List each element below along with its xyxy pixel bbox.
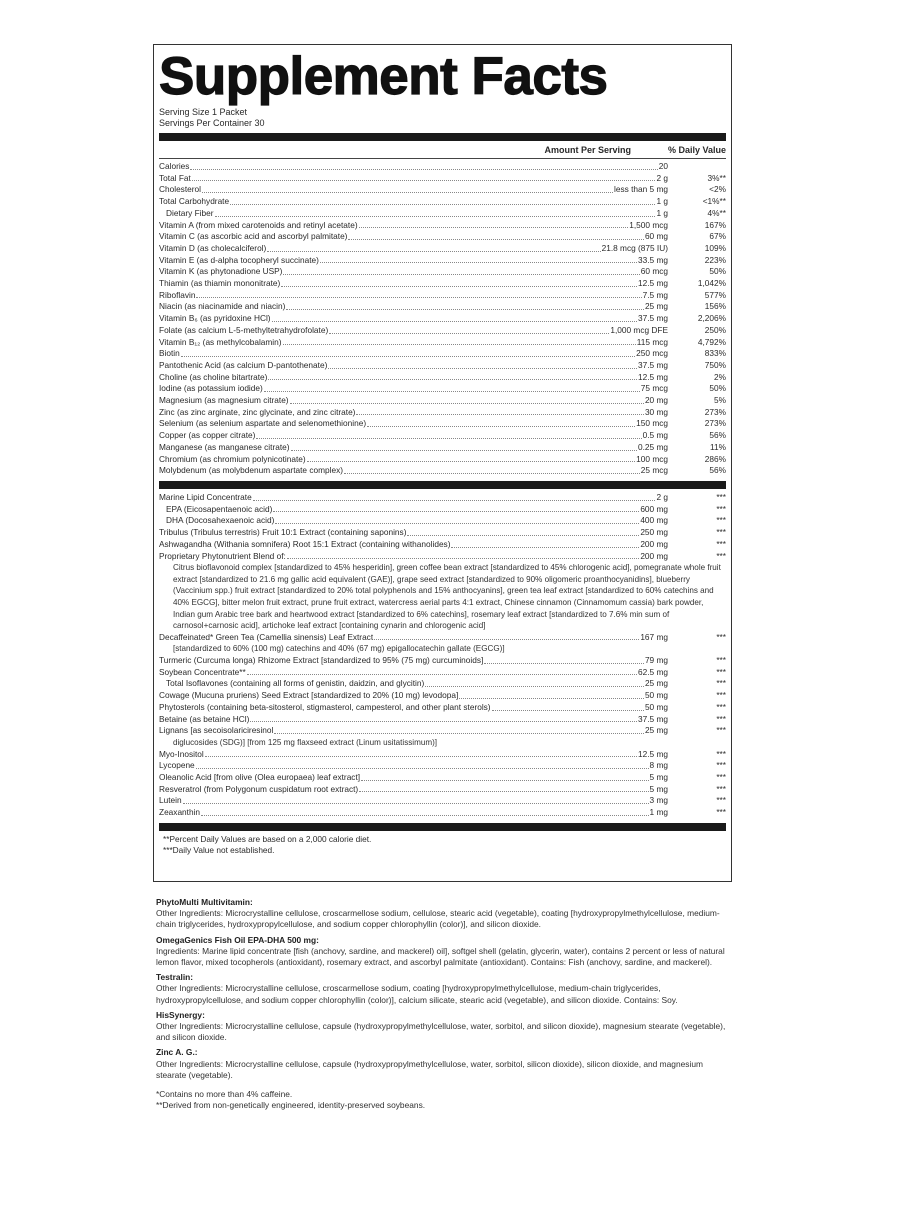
row-daily-value: 1,042% bbox=[697, 278, 726, 289]
row-name: Niacin (as niacinamide and niacin) bbox=[159, 301, 286, 312]
leader-dots bbox=[291, 442, 637, 451]
row-amount: 2 g bbox=[656, 491, 668, 502]
facts-row bbox=[159, 784, 726, 796]
row-daily-value: *** bbox=[716, 538, 726, 549]
facts-row bbox=[159, 655, 726, 667]
leader-dots bbox=[290, 395, 644, 404]
row-amount: 37.5 mg bbox=[638, 313, 668, 324]
leader-dots bbox=[344, 465, 640, 474]
leader-dots bbox=[281, 278, 637, 287]
row-amount: 100 mcg bbox=[636, 453, 668, 464]
row-name: Vitamin K (as phytonadione USP) bbox=[159, 266, 283, 277]
leader-dots bbox=[181, 348, 635, 357]
ingredient-heading: HisSynergy: bbox=[156, 1009, 205, 1020]
row-daily-value bbox=[668, 161, 726, 173]
leader-dots bbox=[215, 208, 656, 217]
row-amount: 1 g bbox=[656, 196, 668, 207]
row-daily-value: *** bbox=[716, 713, 726, 724]
leader-dots bbox=[286, 301, 644, 310]
row-amount: 37.5 mg bbox=[638, 359, 668, 370]
ingredient-list-b bbox=[159, 632, 726, 644]
row-name: Betaine (as betaine HCl) bbox=[159, 713, 250, 724]
row-amount: 20 bbox=[658, 161, 668, 171]
facts-row bbox=[159, 266, 726, 278]
row-daily-value: *** bbox=[716, 515, 726, 526]
row-name: Phytosterols (containing beta-sitosterol, stigmasterol, campesterol, and other plant sterols) bbox=[159, 701, 491, 712]
leader-dots bbox=[348, 231, 643, 240]
leader-dots bbox=[201, 807, 648, 816]
leader-dots bbox=[283, 266, 639, 275]
ingredient-list-a bbox=[159, 492, 726, 562]
leader-dots bbox=[196, 290, 641, 299]
leader-dots bbox=[459, 690, 644, 699]
facts-row bbox=[159, 243, 726, 255]
row-daily-value: 750% bbox=[704, 359, 726, 370]
facts-row bbox=[159, 632, 726, 644]
row-name: EPA (Eicosapentaenoic acid) bbox=[166, 503, 273, 514]
facts-row bbox=[159, 383, 726, 395]
row-name: Vitamin D (as cholecalciferol) bbox=[159, 242, 267, 253]
facts-row bbox=[159, 772, 726, 784]
facts-row bbox=[159, 208, 726, 220]
row-amount: 600 mg bbox=[640, 503, 668, 514]
facts-row bbox=[159, 173, 726, 185]
facts-row bbox=[159, 220, 726, 232]
row-daily-value: 3%** bbox=[707, 172, 726, 183]
facts-row bbox=[159, 430, 726, 442]
facts-row bbox=[159, 725, 726, 737]
ingredient-text: Other Ingredients: Microcrystalline cellulose, capsule (hydroxypropylmethylcellulose, water, sorbitol, silicon dioxide), silicon dioxide, and magnesium stearate (vegetable). bbox=[156, 1058, 703, 1080]
row-amount: 21.8 mcg (875 IU) bbox=[601, 242, 668, 253]
row-daily-value: 50% bbox=[709, 266, 726, 277]
row-daily-value: 11% bbox=[710, 441, 726, 452]
facts-row bbox=[159, 418, 726, 430]
row-amount: 3 mg bbox=[649, 795, 668, 806]
column-headers bbox=[159, 144, 726, 156]
row-daily-value: *** bbox=[716, 795, 726, 806]
facts-row bbox=[159, 807, 726, 819]
row-daily-value: 50% bbox=[709, 383, 726, 394]
row-name: Lignans [as secoisolariciresinol bbox=[159, 725, 274, 736]
row-amount: 0.5 mg bbox=[642, 430, 668, 441]
row-name: Vitamin E (as d-alpha tocopheryl succinate) bbox=[159, 254, 319, 265]
row-daily-value: *** bbox=[716, 701, 726, 712]
row-amount: 115 mcg bbox=[636, 336, 668, 347]
row-daily-value: 286% bbox=[704, 453, 726, 464]
leader-dots bbox=[202, 184, 613, 193]
row-amount: 50 mg bbox=[644, 701, 668, 712]
row-daily-value: *** bbox=[716, 527, 726, 538]
soy-note: **Derived from non-genetically engineered, identity-preserved soybeans. bbox=[156, 1100, 426, 1111]
facts-row bbox=[159, 527, 726, 539]
panel-title: Supplement Facts bbox=[159, 47, 608, 106]
leader-dots bbox=[273, 504, 639, 513]
row-amount: 150 mcg bbox=[636, 418, 668, 429]
facts-row bbox=[159, 184, 726, 196]
row-daily-value: *** bbox=[716, 771, 726, 782]
leader-dots bbox=[230, 196, 655, 205]
row-daily-value: *** bbox=[716, 760, 726, 771]
row-amount: 60 mcg bbox=[640, 266, 668, 277]
row-daily-value: *** bbox=[716, 503, 726, 514]
row-daily-value: 56% bbox=[709, 430, 726, 441]
row-name: Resveratrol (from Polygonum cuspidatum root extract) bbox=[159, 783, 359, 794]
ingredient-text: Other Ingredients: Microcrystalline cellulose, croscarmellose sodium, coating [hydroxypropylmethylcellulose, medium-chain triglycerides, hydroxypropylcellulose, and sodium copper chlorophyllin (color)], calcium silicate, stearic acid (vegetable), and silicon dioxide. Contains: Soy. bbox=[156, 983, 678, 1005]
row-daily-value: 273% bbox=[704, 418, 726, 429]
row-daily-value: *** bbox=[716, 725, 726, 736]
row-name: Proprietary Phytonutrient Blend of: bbox=[159, 550, 286, 561]
facts-row bbox=[159, 714, 726, 726]
facts-row bbox=[159, 492, 726, 504]
facts-row bbox=[159, 515, 726, 527]
leader-dots bbox=[287, 551, 639, 560]
row-name: Lycopene bbox=[159, 760, 195, 771]
ingredient-heading: Zinc A. G.: bbox=[156, 1047, 198, 1058]
row-amount: 250 mg bbox=[640, 527, 668, 538]
facts-row bbox=[159, 551, 726, 563]
row-name: Vitamin B₆ (as pyridoxine HCl) bbox=[159, 313, 271, 324]
facts-row bbox=[159, 348, 726, 360]
facts-row bbox=[159, 395, 726, 407]
ingredient-heading: Testralin: bbox=[156, 972, 194, 983]
facts-row bbox=[159, 760, 726, 772]
servings-per-container: Servings Per Container 30 bbox=[159, 118, 265, 128]
serving-size: Serving Size 1 Packet bbox=[159, 107, 248, 117]
row-name: Riboflavin bbox=[159, 289, 196, 300]
row-daily-value: 109% bbox=[704, 242, 726, 253]
leader-dots bbox=[268, 372, 637, 381]
lignan-description: diglucosides (SDG)] [from 125 mg flaxseed extract (Linum usitatissimum)] bbox=[173, 737, 438, 747]
facts-row bbox=[159, 231, 726, 243]
row-name: Magnesium (as magnesium citrate) bbox=[159, 395, 289, 406]
facts-row bbox=[159, 465, 726, 477]
leader-dots bbox=[484, 655, 644, 664]
row-name: Molybdenum (as molybdenum aspartate complex) bbox=[159, 465, 343, 476]
row-name: Zinc (as zinc arginate, zinc glycinate, and zinc citrate) bbox=[159, 406, 356, 417]
row-daily-value: *** bbox=[716, 550, 726, 561]
facts-row bbox=[159, 301, 726, 313]
footnote-dv: **Percent Daily Values are based on a 2,000 calorie diet. bbox=[163, 833, 372, 844]
facts-row bbox=[159, 749, 726, 761]
leader-dots bbox=[205, 749, 637, 758]
ingredient-heading: PhytoMulti Multivitamin: bbox=[156, 897, 253, 907]
row-amount: 7.5 mg bbox=[642, 289, 668, 300]
blend-description: Citrus bioflavonoid complex [standardized to 45% hesperidin], green coffee bean extract [standardized to 45% chlorogenic acid], pomegranate whole fruit extract [standardized to 21.6 mg gallic acid equivalent (GAE)], grape seed extract [standardized to 90% oligomeric proanthocyanidins], blueberry (Vaccinium spp.) fruit extract [standardized to 20% total polyphenols and 15% anthocyanins], green tea leaf extract [standardized to 60% catechins and 40% EGCG], bitter melon fruit extract, prune fruit extract, watercress aerial parts 4:1 extract, Chinese cinnamon (Cinnamomum cassia) bark powder, Indian gum Arabic tree bark and heartwood extract [standardized to 6% catechins], rosemary leaf extract [standardized to 7.6% min sum of carnosol+carnosic acid], artichoke leaf extract [containing cynarin and chlorogenic acid] bbox=[173, 563, 721, 631]
row-daily-value: 833% bbox=[704, 348, 726, 359]
row-amount: 400 mg bbox=[640, 515, 668, 526]
leader-dots bbox=[356, 407, 643, 416]
ingredient-heading: OmegaGenics Fish Oil EPA-DHA 500 mg: bbox=[156, 934, 319, 945]
row-name: Tribulus (Tribulus terrestris) Fruit 10:1 Extract (containing saponins) bbox=[159, 527, 407, 538]
row-name: Cholesterol bbox=[159, 184, 201, 195]
row-amount: 12.5 mg bbox=[638, 371, 668, 382]
row-name: Biotin bbox=[159, 348, 180, 359]
row-name: Myo-Inositol bbox=[159, 748, 204, 759]
row-amount: 75 mcg bbox=[640, 383, 668, 394]
row-name: Lutein bbox=[159, 795, 182, 806]
leader-dots bbox=[275, 515, 639, 524]
leader-dots bbox=[328, 360, 637, 369]
row-name: Total Fat bbox=[159, 172, 191, 183]
facts-row bbox=[159, 337, 726, 349]
leader-dots bbox=[272, 313, 637, 322]
ingredient-text: Other Ingredients: Microcrystalline cellulose, croscarmellose sodium, cellulose, stearic acid (vegetable), coating [hydroxypropylmethylcellulose, medium-chain triglycerides, hydroxypropylcellulose, and sodium copper chlorophyllin (color)], and silicon dioxide. bbox=[156, 908, 720, 930]
row-name: Ashwagandha (Withania somnifera) Root 15:1 Extract (containing withanolides) bbox=[159, 538, 451, 549]
row-amount: 25 mg bbox=[644, 301, 668, 312]
row-name: Cowage (Mucuna pruriens) Seed Extract [standardized to 20% (10 mg) levodopa] bbox=[159, 690, 459, 701]
row-daily-value: 250% bbox=[704, 324, 726, 335]
row-daily-value: *** bbox=[716, 655, 726, 666]
facts-row bbox=[159, 196, 726, 208]
leader-dots bbox=[183, 795, 649, 804]
leader-dots bbox=[256, 430, 641, 439]
row-amount: 33.5 mg bbox=[638, 254, 668, 265]
leader-dots bbox=[367, 418, 635, 427]
row-amount: 37.5 mg bbox=[638, 713, 668, 724]
row-amount: 5 mg bbox=[649, 783, 668, 794]
facts-row bbox=[159, 360, 726, 372]
leader-dots bbox=[192, 173, 656, 182]
amount-header: Amount Per Serving bbox=[544, 145, 631, 155]
row-name: Choline (as choline bitartrate) bbox=[159, 371, 268, 382]
row-daily-value: <1%** bbox=[702, 196, 726, 207]
leader-dots bbox=[407, 527, 639, 536]
facts-row bbox=[159, 313, 726, 325]
leader-dots bbox=[374, 632, 639, 641]
row-name: Turmeric (Curcuma longa) Rhizome Extract [standardized to 95% (75 mg) curcuminoids] bbox=[159, 655, 484, 666]
row-name: Folate (as calcium L-5-methyltetrahydrofolate) bbox=[159, 324, 329, 335]
row-name: Pantothenic Acid (as calcium D-pantothenate) bbox=[159, 359, 328, 370]
row-daily-value: *** bbox=[716, 491, 726, 502]
facts-row bbox=[159, 504, 726, 516]
footnote-not-established: ***Daily Value not established. bbox=[163, 845, 275, 856]
leader-dots bbox=[359, 784, 648, 793]
row-daily-value: 2% bbox=[714, 371, 726, 382]
row-amount: 25 mg bbox=[644, 678, 668, 689]
leader-dots bbox=[253, 492, 656, 501]
row-name: Decaffeinated* Green Tea (Camellia sinensis) Leaf Extract bbox=[159, 631, 374, 642]
row-name: Thiamin (as thiamin mononitrate) bbox=[159, 278, 281, 289]
other-ingredients-section bbox=[156, 893, 731, 1111]
row-name: Dietary Fiber bbox=[166, 207, 214, 218]
row-name: DHA (Docosahexaenoic acid) bbox=[166, 515, 275, 526]
facts-row bbox=[159, 290, 726, 302]
row-amount: 200 mg bbox=[640, 538, 668, 549]
row-daily-value: 4%** bbox=[707, 207, 726, 218]
row-amount: 62.5 mg bbox=[638, 666, 668, 677]
row-daily-value: 223% bbox=[704, 254, 726, 265]
facts-row bbox=[159, 702, 726, 714]
row-amount: 200 mg bbox=[640, 550, 668, 561]
facts-row bbox=[159, 678, 726, 690]
row-daily-value: 5% bbox=[714, 395, 726, 406]
leader-dots bbox=[320, 255, 637, 264]
row-amount: 1 mg bbox=[649, 807, 668, 818]
row-daily-value: *** bbox=[716, 678, 726, 689]
row-name: Chromium (as chromium polynicotinate) bbox=[159, 453, 306, 464]
leader-dots bbox=[250, 714, 637, 723]
row-amount: less than 5 mg bbox=[614, 184, 668, 195]
thick-divider bbox=[159, 823, 726, 831]
leader-dots bbox=[359, 220, 629, 229]
row-name: Marine Lipid Concentrate bbox=[159, 491, 252, 502]
facts-row bbox=[159, 442, 726, 454]
row-daily-value: *** bbox=[716, 807, 726, 818]
row-name: Vitamin C (as ascorbic acid and ascorbyl palmitate) bbox=[159, 231, 348, 242]
leader-dots bbox=[425, 678, 644, 687]
row-daily-value: 4,792% bbox=[697, 336, 726, 347]
row-amount: 2 g bbox=[656, 172, 668, 183]
row-amount: 60 mg bbox=[644, 231, 668, 242]
supplement-facts-panel bbox=[153, 44, 732, 882]
row-amount: 20 mg bbox=[644, 395, 668, 406]
ingredient-list-c bbox=[159, 655, 726, 737]
row-amount: 79 mg bbox=[644, 655, 668, 666]
leader-dots bbox=[247, 667, 637, 676]
leader-dots bbox=[267, 243, 600, 252]
ingredient-text: Ingredients: Marine lipid concentrate [fish (anchovy, sardine, and mackerel) oil], softgel shell (gelatin, glycerin, water), contains 2 percent or less of natural lemon flavor, mixed tocopherols (antioxidant), rosemary extract, and ascorbyl palmitate (antioxidant). Contains: Fish (anchovy, sardine, and mackerel). bbox=[156, 945, 725, 968]
row-amount: 30 mg bbox=[644, 406, 668, 417]
leader-dots bbox=[361, 772, 648, 781]
row-daily-value: *** bbox=[716, 631, 726, 642]
ingredient-groups bbox=[156, 897, 731, 1081]
row-amount: 1 g bbox=[656, 207, 668, 218]
facts-row bbox=[159, 161, 726, 173]
row-name: Vitamin B₁₂ (as methylcobalamin) bbox=[159, 336, 282, 347]
leader-dots bbox=[329, 325, 609, 334]
row-name: Calories bbox=[159, 161, 190, 171]
row-amount: 8 mg bbox=[649, 760, 668, 771]
dv-header: % Daily Value bbox=[667, 145, 726, 155]
facts-row bbox=[159, 372, 726, 384]
row-amount: 25 mg bbox=[644, 725, 668, 736]
row-daily-value: 577% bbox=[704, 289, 726, 300]
leader-dots bbox=[190, 161, 657, 170]
row-name: Selenium (as selenium aspartate and selenomethionine) bbox=[159, 418, 367, 429]
row-daily-value: *** bbox=[716, 690, 726, 701]
leader-dots bbox=[307, 454, 636, 463]
ingredient-list-d bbox=[159, 749, 726, 819]
leader-dots bbox=[451, 539, 639, 548]
row-name: Soybean Concentrate** bbox=[159, 666, 246, 677]
row-daily-value: *** bbox=[716, 748, 726, 759]
leader-dots bbox=[196, 760, 649, 769]
row-amount: 250 mcg bbox=[636, 348, 668, 359]
row-amount: 25 mcg bbox=[640, 465, 668, 476]
row-daily-value: 156% bbox=[704, 301, 726, 312]
row-daily-value: 2,206% bbox=[697, 313, 726, 324]
row-amount: 12.5 mg bbox=[638, 748, 668, 759]
facts-row bbox=[159, 667, 726, 679]
leader-dots bbox=[283, 337, 636, 346]
row-name: Zeaxanthin bbox=[159, 807, 201, 818]
row-amount: 1,000 mcg DFE bbox=[610, 324, 668, 335]
ingredient-text: Other Ingredients: Microcrystalline cellulose, capsule (hydroxypropylmethylcellulose, water, sorbitol, and silicon dioxide), magnesium stearate (vegetable), and silicon dioxide. bbox=[156, 1021, 726, 1043]
facts-row bbox=[159, 278, 726, 290]
facts-row bbox=[159, 255, 726, 267]
facts-row bbox=[159, 454, 726, 466]
row-amount: 167 mg bbox=[640, 631, 668, 642]
thick-divider bbox=[159, 481, 726, 489]
row-amount: 5 mg bbox=[649, 771, 668, 782]
row-amount: 50 mg bbox=[644, 690, 668, 701]
facts-row bbox=[159, 795, 726, 807]
row-daily-value: 56% bbox=[709, 465, 726, 476]
facts-row bbox=[159, 325, 726, 337]
row-name: Total Carbohydrate bbox=[159, 196, 230, 207]
green-tea-description: [standardized to 60% (100 mg) catechins and 40% (67 mg) epigallocatechin gallate (EGCG)] bbox=[173, 644, 505, 654]
leader-dots bbox=[274, 725, 644, 734]
nutrient-list bbox=[159, 161, 726, 477]
row-amount: 0.25 mg bbox=[638, 441, 668, 452]
row-daily-value: *** bbox=[716, 783, 726, 794]
row-amount: 12.5 mg bbox=[638, 278, 668, 289]
notes bbox=[156, 1089, 731, 1111]
thin-divider bbox=[159, 158, 726, 159]
row-name: Copper (as copper citrate) bbox=[159, 430, 256, 441]
row-amount: 1,500 mcg bbox=[629, 219, 668, 230]
row-name: Manganese (as manganese citrate) bbox=[159, 441, 290, 452]
leader-dots bbox=[492, 702, 644, 711]
caffeine-note: *Contains no more than 4% caffeine. bbox=[156, 1089, 293, 1100]
row-daily-value: <2% bbox=[709, 184, 726, 195]
row-daily-value: 67% bbox=[709, 231, 726, 242]
row-daily-value: 273% bbox=[704, 406, 726, 417]
row-name: Total Isoflavones (containing all forms of genistin, daidzin, and glycitin) bbox=[166, 678, 425, 689]
facts-row bbox=[159, 407, 726, 419]
leader-dots bbox=[264, 383, 640, 392]
row-name: Iodine (as potassium iodide) bbox=[159, 383, 263, 394]
facts-row bbox=[159, 690, 726, 702]
row-daily-value: 167% bbox=[704, 219, 726, 230]
thick-divider bbox=[159, 133, 726, 141]
facts-row bbox=[159, 539, 726, 551]
row-name: Oleanolic Acid [from olive (Olea europaea) leaf extract] bbox=[159, 771, 361, 782]
row-name: Vitamin A (from mixed carotenoids and retinyl acetate) bbox=[159, 219, 358, 230]
row-daily-value: *** bbox=[716, 666, 726, 677]
